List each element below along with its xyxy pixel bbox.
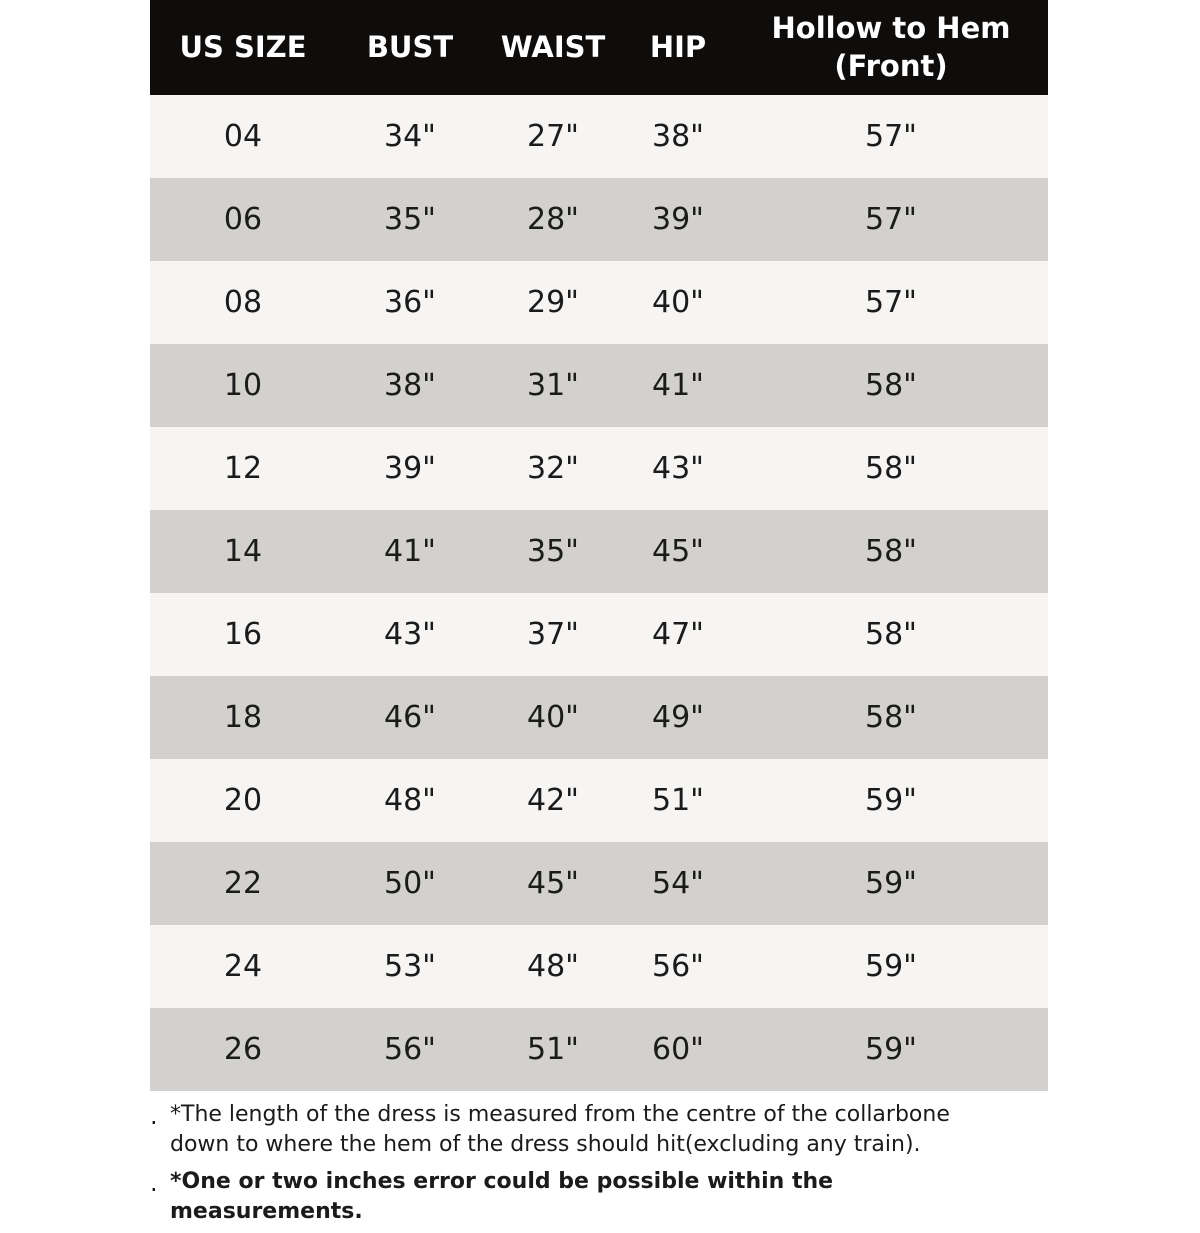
table-cell: 20 (223, 783, 263, 818)
table-cell: 59" (865, 949, 917, 984)
table-cell: 31" (527, 368, 579, 403)
table-cell: 12 (223, 451, 263, 486)
column-header-label: US SIZE (179, 29, 307, 64)
table-cell: 46" (384, 700, 436, 735)
table-cell: 51" (652, 783, 704, 818)
table-cell: 16 (223, 617, 263, 652)
table-cell: 38" (652, 119, 704, 154)
bullet-dot: . (150, 1168, 158, 1197)
table-cell: 36" (384, 285, 436, 320)
table-cell: 56" (652, 949, 704, 984)
table-cell: 37" (527, 617, 579, 652)
table-cell: 58" (865, 451, 917, 486)
table-cell: 26 (223, 1032, 263, 1067)
header-row (150, 0, 1048, 95)
table-cell: 22 (223, 866, 263, 901)
table-cell: 47" (652, 617, 704, 652)
size-chart-table (150, 0, 1048, 1091)
column-header-us-size (150, 0, 336, 95)
table-cell: 48" (384, 783, 436, 818)
table-cell: 45" (652, 534, 704, 569)
table-cell: 34" (384, 119, 436, 154)
table-cell: 38" (384, 368, 436, 403)
table-row (150, 95, 1048, 178)
table-cell: 57" (865, 119, 917, 154)
table-row (150, 1008, 1048, 1091)
table-cell: 57" (865, 285, 917, 320)
notes (150, 1100, 1000, 1233)
table-row (150, 261, 1048, 344)
table-cell: 35" (384, 202, 436, 237)
column-header-label: WAIST (500, 29, 606, 64)
table-cell: 06 (223, 202, 263, 237)
table-cell: 29" (527, 285, 579, 320)
table-cell: 27" (527, 119, 579, 154)
table-row (150, 842, 1048, 925)
note-text: *One or two inches error could be possible within the measurements. (170, 1168, 834, 1225)
table-cell: 58" (865, 368, 917, 403)
column-header-label: HIP (649, 29, 707, 64)
table-cell: 59" (865, 1032, 917, 1067)
bullet-dot: . (150, 1102, 158, 1130)
column-header-label: Hollow to Hem (Front) (771, 10, 1011, 83)
column-header-hip (622, 0, 734, 95)
table-cell: 41" (652, 368, 704, 403)
note-item-length (150, 1100, 1000, 1161)
table-cell: 14 (223, 534, 263, 569)
table-row (150, 759, 1048, 842)
table-cell: 35" (527, 534, 579, 569)
table-cell: 18 (223, 700, 263, 735)
table-cell: 53" (384, 949, 436, 984)
column-header-hollow-to-hem (734, 0, 1048, 95)
table-cell: 48" (527, 949, 579, 984)
table-cell: 45" (527, 866, 579, 901)
table-cell: 24 (223, 949, 263, 984)
table-row (150, 427, 1048, 510)
table-cell: 58" (865, 700, 917, 735)
table-cell: 39" (652, 202, 704, 237)
table-cell: 49" (652, 700, 704, 735)
column-header-bust (336, 0, 484, 95)
column-header-label: BUST (366, 29, 454, 64)
table-cell: 58" (865, 534, 917, 569)
table-row (150, 510, 1048, 593)
table-row (150, 593, 1048, 676)
table-cell: 39" (384, 451, 436, 486)
table-cell: 59" (865, 866, 917, 901)
table-cell: 43" (652, 451, 704, 486)
table-cell: 41" (384, 534, 436, 569)
table-cell: 08 (223, 285, 263, 320)
table-cell: 50" (384, 866, 436, 901)
table-cell: 57" (865, 202, 917, 237)
table-cell: 54" (652, 866, 704, 901)
table-cell: 51" (527, 1032, 579, 1067)
table-cell: 56" (384, 1032, 436, 1067)
table-cell: 10 (223, 368, 263, 403)
table-cell: 28" (527, 202, 579, 237)
table-cell: 32" (527, 451, 579, 486)
table-cell: 60" (652, 1032, 704, 1067)
table-row (150, 178, 1048, 261)
table-cell: 40" (527, 700, 579, 735)
size-chart-header (150, 0, 1048, 95)
table-row (150, 344, 1048, 427)
table-cell: 42" (527, 783, 579, 818)
table-cell: 58" (865, 617, 917, 652)
note-text: *The length of the dress is measured from the centre of the collarbone down to where the hem of the dress should hit(excluding any train). (170, 1102, 950, 1158)
size-table-body (150, 95, 1048, 1091)
table-row (150, 676, 1048, 759)
table-cell: 40" (652, 285, 704, 320)
table-cell: 43" (384, 617, 436, 652)
table-cell: 59" (865, 783, 917, 818)
table-row (150, 925, 1048, 1008)
note-item-error-margin (150, 1167, 1000, 1228)
column-header-waist (484, 0, 622, 95)
table-cell: 04 (223, 119, 263, 154)
